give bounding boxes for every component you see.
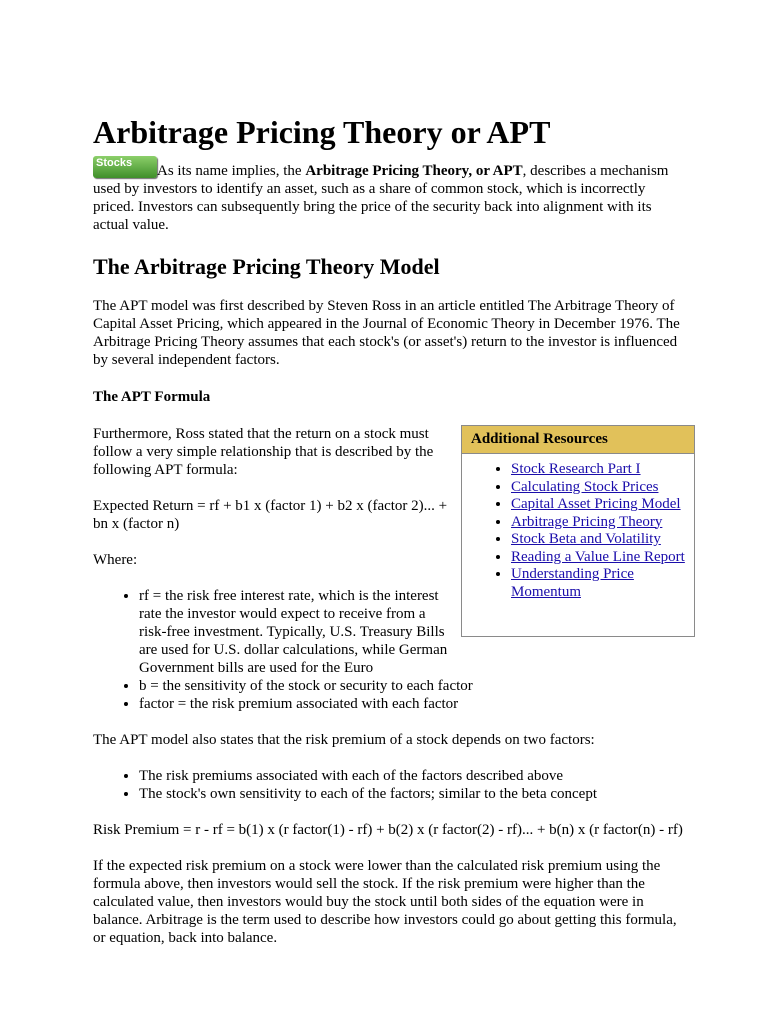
resource-list-item xyxy=(511,531,694,549)
list-item: • factor = the risk premium associated with each factor xyxy=(139,695,683,713)
list-item: • rf = the risk free interest rate, which is the interest rate the investor would expect to receive from a risk-free investment. Typically, U.S. Treasury Bills are used for U.S. dollar calculations, while German Government bills are used for the Euro xyxy=(139,587,683,677)
resource-list-item xyxy=(511,461,694,479)
remaining-content xyxy=(93,731,683,947)
link-value-line[interactable]: Reading a Value Line Report xyxy=(511,548,685,565)
resource-list-item xyxy=(511,514,694,532)
link-stock-beta[interactable]: Stock Beta and Volatility xyxy=(511,531,661,547)
model-heading: The Arbitrage Pricing Theory Model xyxy=(93,254,440,279)
resource-list-item xyxy=(511,479,694,497)
additional-resources-heading: Additional Resources xyxy=(462,426,694,454)
resource-links-list xyxy=(462,461,694,601)
resource-list-item xyxy=(511,496,694,514)
two-factors-intro: The APT model also states that the risk premium of a stock depends on two factors: xyxy=(93,732,595,748)
two-factors-list xyxy=(93,767,683,803)
where-label: Where: xyxy=(93,552,138,568)
intro-text-bold: Arbitrage Pricing Theory, or APT xyxy=(305,163,523,179)
risk-premium-formula: Risk Premium = r - rf = b(1) x (r factor(1) - rf) + b(2) x (r factor(2) - rf)... + b(n) x (r factor(n) - rf) xyxy=(93,822,683,838)
list-item: • The stock's own sensitivity to each of the factors; similar to the beta concept xyxy=(139,785,683,803)
resource-list-item xyxy=(511,549,694,567)
list-item: • The risk premiums associated with each of the factors described above xyxy=(139,767,683,785)
closing-paragraph: If the expected risk premium on a stock were lower than the calculated risk premium using the formula above, then investors would sell the stock. If the risk premium were higher than the calculated value, then investors would buy the stock until both sides of the equation were in balance. Arbitrage is the term used to describe how investors could go about getting this formula, or equation, back into balance. xyxy=(93,858,677,946)
page-title: Arbitrage Pricing Theory or APT xyxy=(93,114,551,150)
link-stock-research[interactable]: Stock Research Part I xyxy=(511,461,641,477)
formula-section xyxy=(93,425,683,965)
link-price-momentum[interactable]: Understanding Price Momentum xyxy=(511,566,634,600)
resource-list-item xyxy=(511,566,694,601)
formula-intro: Furthermore, Ross stated that the return on a stock must follow a very simple relationship that is described by the following APT formula: xyxy=(93,426,434,478)
intro-text-before: As its name implies, the xyxy=(157,163,306,179)
list-item: • b = the sensitivity of the stock or security to each factor xyxy=(139,677,683,695)
intro-text-after: , describes a mechanism used by investors to identify an asset, such as a share of common stock, which is incorrectly priced. Investors can subsequently bring the price of the security back into alignment with its actual value. xyxy=(93,163,669,233)
formula-heading: The APT Formula xyxy=(93,389,211,405)
intro-paragraph xyxy=(93,157,683,234)
additional-resources-box xyxy=(461,425,695,637)
link-calculating-stock-prices[interactable]: Calculating Stock Prices xyxy=(511,478,659,495)
apt-formula: Expected Return = rf + b1 x (factor 1) + b2 x (factor 2)... + bn x (factor n) xyxy=(93,498,448,532)
model-paragraph: The APT model was first described by Steven Ross in an article entitled The Arbitrage Theory of Capital Asset Pricing, which appeared in the Journal of Economic Theory in December 1976. The Arbitrage Pricing Theory assumes that each stock's (or asset's) return to the investor is influenced by several independent factors. xyxy=(93,298,680,368)
stocks-badge[interactable]: Stocks xyxy=(93,156,157,178)
link-capm[interactable]: Capital Asset Pricing Model xyxy=(511,496,681,512)
link-apt[interactable]: Arbitrage Pricing Theory xyxy=(511,513,663,530)
